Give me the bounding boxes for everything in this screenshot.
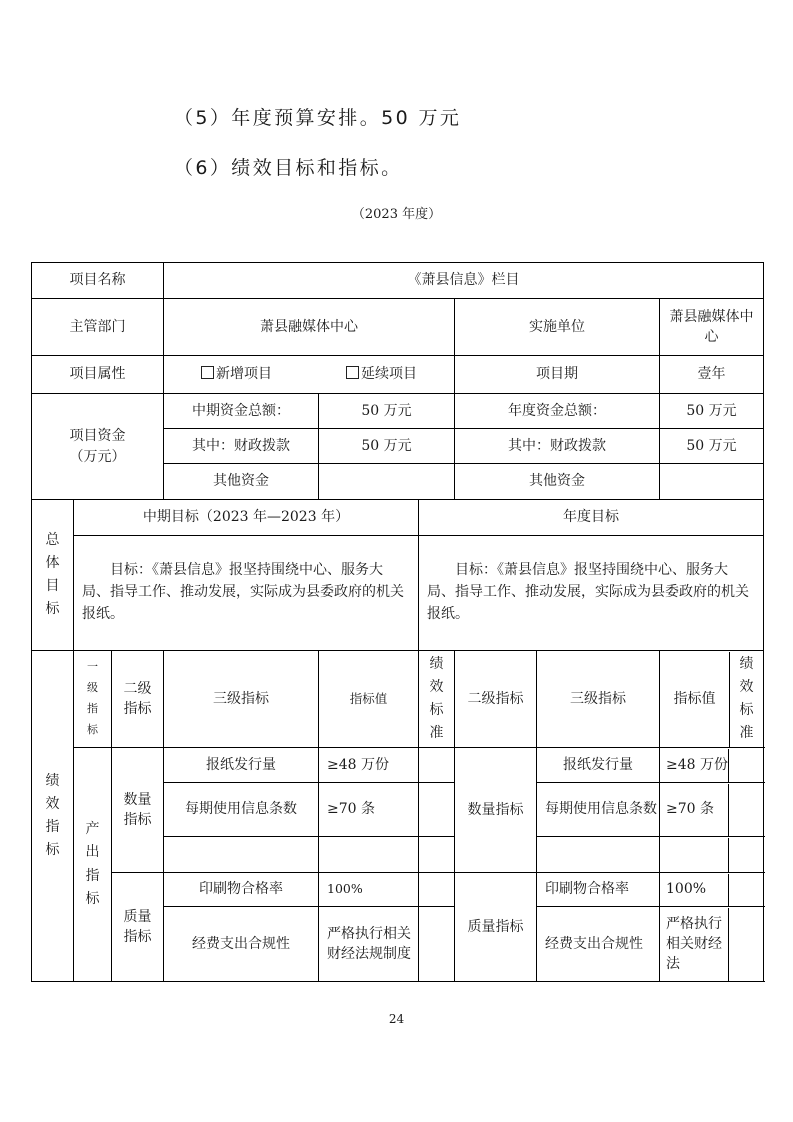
mid-goal-text: 目标：《萧县信息》报坚持围绕中心、服务大局、指导工作、推动发展，实际成为县委政府的机关报纸。 <box>74 536 419 651</box>
impl-value: 萧县融媒体中心 <box>660 299 764 356</box>
ql1-value-right: 100% <box>666 881 707 898</box>
q3-value-right <box>660 838 728 872</box>
q2-value-cell-right <box>660 783 764 837</box>
other-fund-year <box>660 464 764 500</box>
checkbox-icon <box>346 366 359 379</box>
level2-header: 二级指标 <box>112 651 164 748</box>
ql1-value: 100% <box>319 873 419 907</box>
q2-name: 每期使用信息条数 <box>164 783 319 837</box>
mid-total-value: 50 万元 <box>319 394 455 429</box>
value-header: 指标值 <box>319 651 419 748</box>
dept-label: 主管部门 <box>32 299 164 356</box>
value-header-right: 指标值 <box>673 690 716 707</box>
project-name: 《萧县信息》栏目 <box>164 263 764 299</box>
ql1-name: 印刷物合格率 <box>164 873 319 907</box>
q2-value: ≥70 条 <box>319 783 419 837</box>
ql2-value: 严格执行相关财经法规制度 <box>319 907 419 982</box>
q3-value-cell-right <box>660 837 764 873</box>
performance-table <box>31 262 764 982</box>
mid-total-label: 中期资金总额： <box>164 394 319 429</box>
output-indicator: 产出指标 <box>74 748 112 982</box>
level3-header: 三级指标 <box>164 651 319 748</box>
q2-standard <box>419 783 455 837</box>
overall-goal-label: 总体目标 <box>32 500 74 651</box>
q1-name-right: 报纸发行量 <box>537 748 660 783</box>
q2-value-right: ≥70 条 <box>666 801 714 818</box>
standard-header: 绩效标准 <box>419 651 455 748</box>
fund-label: 项目资金（万元） <box>32 394 164 500</box>
standard-header-right: 绩效标准 <box>729 652 763 747</box>
level3-header-right: 三级指标 <box>537 651 660 748</box>
checkbox-icon <box>201 366 214 379</box>
attr-cont-option <box>309 364 454 384</box>
page-number: 24 <box>388 1012 405 1026</box>
attr-cont-label: 延续项目 <box>361 366 417 383</box>
other-fund-mid <box>319 464 455 500</box>
ql1-name-right: 印刷物合格率 <box>537 873 660 907</box>
year-total-value: 50 万元 <box>660 394 764 429</box>
q1-value: ≥48 万份 <box>319 748 419 783</box>
fiscal-label: 其中：财政拨款 <box>164 429 319 464</box>
year-goal-text: 目标：《萧县信息》报坚持围绕中心、服务大局、指导工作、推动发展，实际成为县委政府的机关报纸。 <box>419 536 764 651</box>
ql2-standard <box>419 907 455 982</box>
ql2-value-cell-right <box>660 907 764 982</box>
dept-value: 萧县融媒体中心 <box>164 299 455 356</box>
q3-value <box>319 837 419 873</box>
budget-line: （5）年度预算安排。50 万元 <box>174 107 462 129</box>
ql2-value-right: 严格执行相关财经法 <box>666 915 722 973</box>
q2-standard-right <box>728 784 763 836</box>
year-caption: （2023 年度） <box>351 207 442 222</box>
ql1-standard <box>419 873 455 907</box>
year-goal-label: 年度目标 <box>419 500 764 536</box>
attr-label: 项目属性 <box>32 356 164 394</box>
q1-name: 报纸发行量 <box>164 748 319 783</box>
q3-name <box>164 837 319 873</box>
level2-header-right: 二级指标 <box>455 651 537 748</box>
ql1-value-cell-right <box>660 873 764 907</box>
q3-standard <box>419 837 455 873</box>
ql2-name-right: 经费支出合规性 <box>537 907 660 982</box>
ql2-name: 经费支出合规性 <box>164 907 319 982</box>
q1-standard-right <box>728 749 763 782</box>
fiscal-year-label: 其中：财政拨款 <box>455 429 660 464</box>
period-value: 壹年 <box>660 356 764 394</box>
quality-indicator: 质量指标 <box>112 873 164 982</box>
mid-goal-label: 中期目标（2023 年—2023 年） <box>74 500 419 536</box>
q2-name-right: 每期使用信息条数 <box>537 783 660 837</box>
period-label: 项目期 <box>455 356 660 394</box>
quantity-indicator-right: 数量指标 <box>455 748 537 873</box>
attr-options <box>164 356 455 394</box>
quantity-indicator: 数量指标 <box>112 748 164 873</box>
attr-new-label: 新增项目 <box>216 366 272 383</box>
ql1-standard-right <box>728 874 763 906</box>
quality-indicator-right: 质量指标 <box>455 873 537 982</box>
q1-value-right: ≥48 万份 <box>666 756 728 773</box>
attr-new-option <box>164 364 309 384</box>
year-total-label: 年度资金总额： <box>455 394 660 429</box>
fiscal-year-value: 50 万元 <box>660 429 764 464</box>
perf-indicator-label: 绩效指标 <box>32 651 74 982</box>
q3-standard-right <box>728 838 763 872</box>
q3-name-right <box>537 837 660 873</box>
impl-label: 实施单位 <box>455 299 660 356</box>
level1-header: 一级指标 <box>74 651 112 748</box>
ql2-standard-right <box>728 908 763 981</box>
q1-value-cell-right <box>660 748 764 783</box>
fiscal-mid-value: 50 万元 <box>319 429 455 464</box>
other-fund-label: 其他资金 <box>164 464 319 500</box>
value-standard-header-right <box>660 651 764 748</box>
other-fund-year-label: 其他资金 <box>455 464 660 500</box>
q1-standard <box>419 748 455 783</box>
performance-heading: （6）绩效目标和指标。 <box>174 157 403 179</box>
project-name-label: 项目名称 <box>32 263 164 299</box>
